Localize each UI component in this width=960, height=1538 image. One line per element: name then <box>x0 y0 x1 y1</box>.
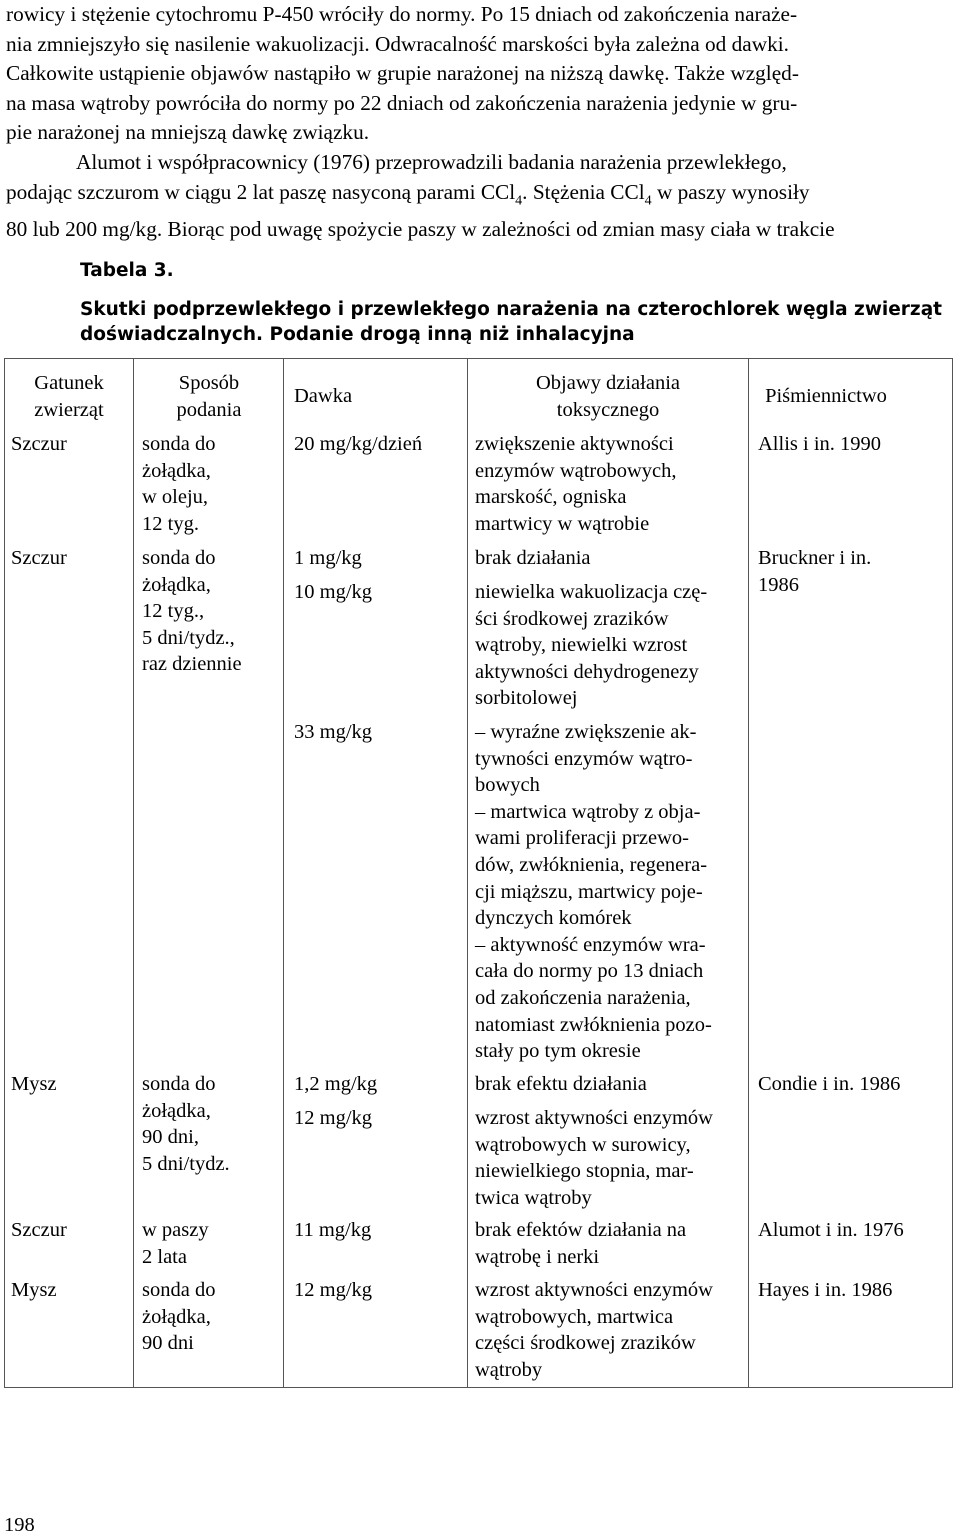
reference-cell: Bruckner i in. 1986 <box>758 547 872 596</box>
table-label: Tabela 3. <box>80 260 174 281</box>
species-cell: Szczur <box>11 547 67 569</box>
effects-cell: brak działania <box>475 547 591 569</box>
header-route: Sposób podania <box>176 372 242 421</box>
text-line: nia zmniejszyło się nasilenie wakuolizacji. Odwracalność marskości była zależna od dawki. <box>6 31 789 56</box>
intro-paragraph <box>6 0 954 148</box>
text-line: rowicy i stężenie cytochromu P-450 wróciły do normy. Po 15 dniach od zakończenia naraże- <box>6 2 798 26</box>
dose-cell: 12 mg/kg <box>294 1279 373 1301</box>
effects-cell: brak efektu działania <box>475 1073 647 1095</box>
table-title: Skutki podprzewlekłego i przewlekłego narażenia na czterochlorek węgla zwierząt doświadczalnych. Podanie drogą inną niż inhalacyjna <box>80 299 943 345</box>
text-line: 80 lub 200 mg/kg. Biorąc pod uwagę spożycie paszy w zależności od zmian masy ciała w trakcie <box>6 217 835 242</box>
column-divider <box>283 358 284 1388</box>
column-divider <box>467 358 468 1388</box>
effects-cell: niewielka wakuolizacja czę- ści środkowej zrazików wątroby, niewielki wzrost aktywności dehydrogenezy sorbitolowej <box>475 581 708 710</box>
header-dose: Dawka <box>294 385 353 407</box>
header-species: Gatunek zwierząt <box>34 372 104 421</box>
species-cell: Szczur <box>11 1219 67 1241</box>
column-divider <box>748 358 749 1388</box>
effects-cell: wzrost aktywności enzymów wątrobowych, martwica części środkowej zrazików wątroby <box>475 1279 713 1381</box>
route-cell: sonda do żołądka, 90 dni, 5 dni/tydz. <box>142 1073 230 1175</box>
dose-cell: 1 mg/kg <box>294 547 362 569</box>
dose-cell: 10 mg/kg <box>294 581 373 603</box>
effects-cell: brak efektów działania na wątrobę i nerki <box>475 1219 687 1268</box>
reference-cell: Condie i in. 1986 <box>758 1073 901 1095</box>
reference-cell: Allis i in. 1990 <box>758 433 882 455</box>
dose-cell: 33 mg/kg <box>294 721 373 743</box>
column-divider <box>133 358 134 1388</box>
text-line: pie narażonej na mniejszą dawkę związku. <box>6 120 370 145</box>
alumot-paragraph <box>6 148 954 245</box>
header-references: Piśmiennictwo <box>765 385 887 407</box>
reference-cell: Alumot i in. 1976 <box>758 1219 904 1241</box>
text-line: Całkowite ustąpienie objawów nastąpiło w grupie narażonej na niższą dawkę. Także względ- <box>6 61 799 86</box>
dose-cell: 1,2 mg/kg <box>294 1073 378 1095</box>
dose-cell: 20 mg/kg/dzień <box>294 433 423 455</box>
dose-cell: 12 mg/kg <box>294 1107 373 1129</box>
route-cell: sonda do żołądka, 12 tyg., 5 dni/tydz., raz dziennie <box>142 547 242 676</box>
text-line: na masa wątroby powróciła do normy po 22 dniach od zakończenia narażenia jedynie w gru- <box>6 90 798 115</box>
effects-cell: wzrost aktywności enzymów wątrobowych w surowicy, niewielkiego stopnia, mar- twica wątroby <box>475 1107 713 1209</box>
route-cell: sonda do żołądka, 90 dni <box>142 1279 216 1355</box>
species-cell: Mysz <box>11 1073 57 1095</box>
dose-cell: 11 mg/kg <box>294 1219 372 1241</box>
text-line: Alumot i współpracownicy (1976) przeprowadzili badania narażenia przewlekłego, <box>76 150 787 174</box>
page-number: 198 <box>4 1514 35 1536</box>
species-cell: Mysz <box>11 1279 57 1301</box>
species-cell: Szczur <box>11 433 67 455</box>
route-cell: sonda do żołądka, w oleju, 12 tyg. <box>142 433 216 535</box>
text-line: podając szczurom w ciągu 2 lat paszę nasyconą parami CCl$_4$. Stężenia CCl$_4$ w paszy wynosiły <box>6 179 810 208</box>
reference-cell: Hayes i in. 1986 <box>758 1279 893 1301</box>
effects-cell: – wyraźne zwiększenie ak- tywności enzymów wątro- bowych – martwica wątroby z obja- wami proliferacji przewo- dów, zwłóknienia, regenera- cji miąższu, martwicy poje- dynczych komórek – aktywność enzymów wra- cała do normy po 13 dniach od zakończenia narażenia, natomiast zwłóknienia pozo- stały po tym okresie <box>475 721 712 1063</box>
header-effects: Objawy działania toksycznego <box>535 372 680 421</box>
effects-cell: zwiększenie aktywności enzymów wątrobowych, marskość, ogniska martwicy w wątrobie <box>475 433 677 535</box>
route-cell: w paszy 2 lata <box>142 1219 209 1268</box>
